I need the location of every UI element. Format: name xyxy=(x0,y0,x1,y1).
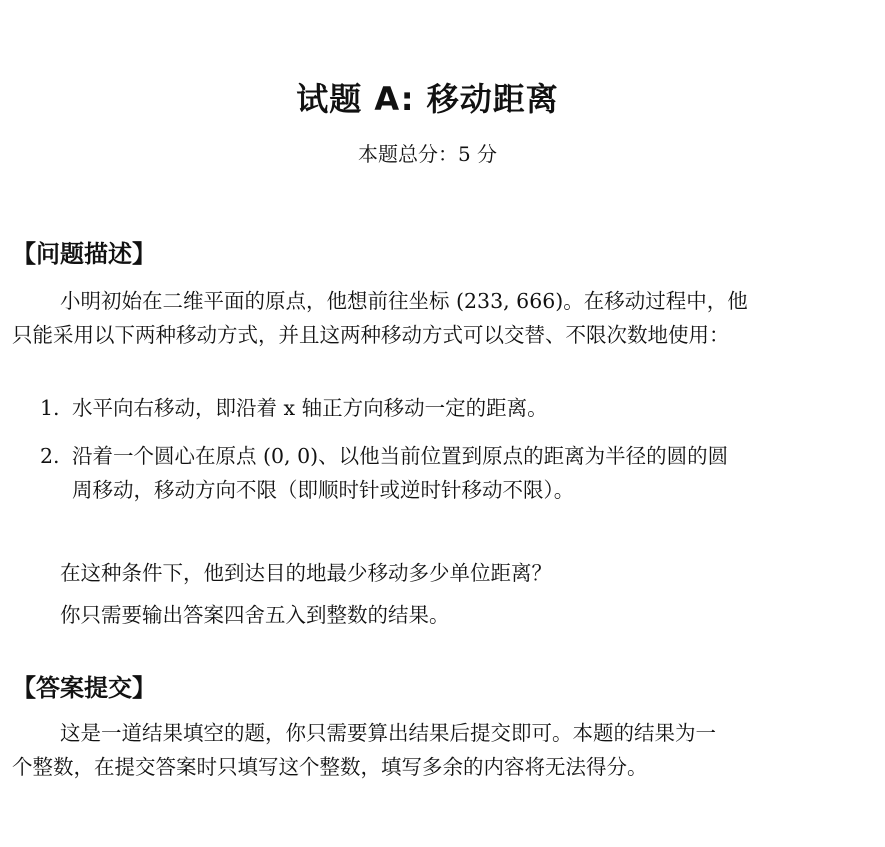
answer-submission-paragraph xyxy=(12,716,842,784)
list-item-text: 周移动，移动方向不限（即顺时针或逆时针移动不限）。 xyxy=(72,478,575,502)
question-text: 在这种条件下，他到达目的地最少移动多少单位距离？ xyxy=(60,561,552,585)
list-item-number: 2. xyxy=(40,444,60,468)
problem-description-heading: 【问题描述】 xyxy=(12,240,156,268)
problem-description-paragraph xyxy=(12,284,842,352)
problem-title: 试题 A: 移动距离 xyxy=(296,80,559,118)
paragraph-line: 这是一道结果填空的题，你只需要算出结果后提交即可。本题的结果为一 xyxy=(60,721,716,745)
list-item-number: 1. xyxy=(40,396,60,420)
score-line: 本题总分：5 分 xyxy=(357,142,498,166)
answer-submission-heading: 【答案提交】 xyxy=(12,674,156,702)
paragraph-line: 个整数，在提交答案时只填写这个整数，填写多余的内容将无法得分。 xyxy=(12,755,648,779)
list-item-text: 沿着一个圆心在原点 (0, 0)、以他当前位置到原点的距离为半径的圆的圆 xyxy=(72,444,729,468)
requirement-text: 你只需要输出答案四舍五入到整数的结果。 xyxy=(60,603,450,627)
list-item-text: 水平向右移动，即沿着 x 轴正方向移动一定的距离。 xyxy=(72,396,548,420)
movement-options-list xyxy=(40,391,840,521)
list-item xyxy=(40,391,840,425)
paragraph-line: 小明初始在二维平面的原点，他想前往坐标 (233, 666)。在移动过程中，他 xyxy=(60,289,748,313)
list-item xyxy=(40,439,840,507)
paragraph-line: 只能采用以下两种移动方式，并且这两种移动方式可以交替、不限次数地使用： xyxy=(12,323,730,347)
